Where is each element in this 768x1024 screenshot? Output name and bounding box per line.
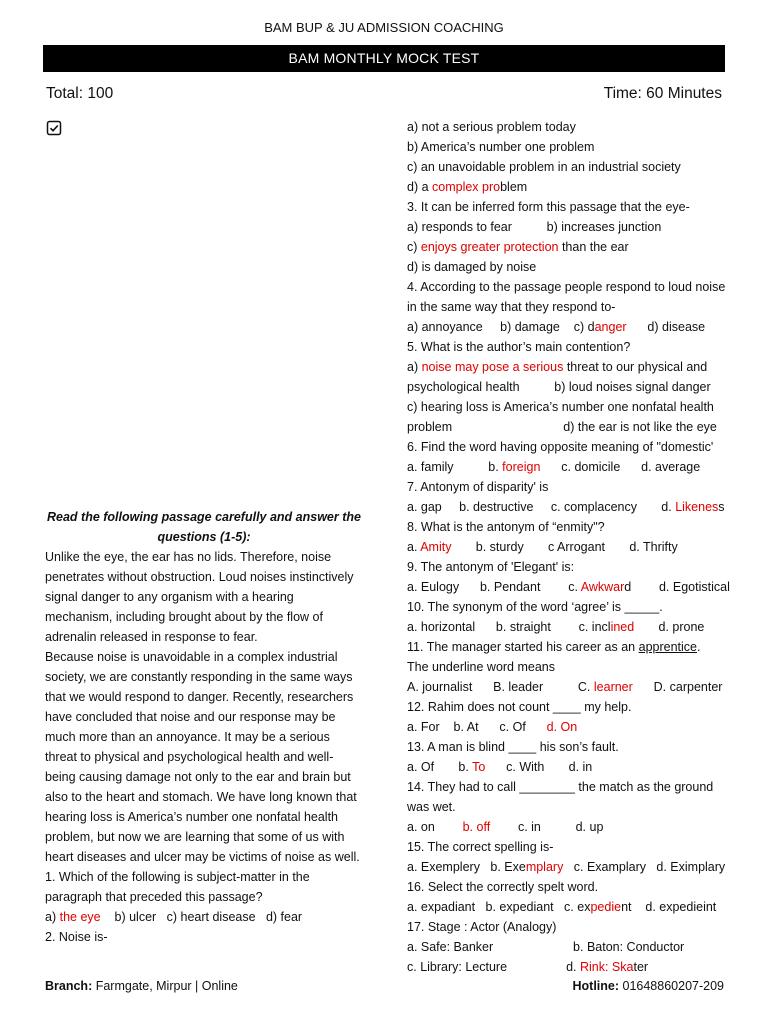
q2-option-d: d) a complex problem — [407, 180, 528, 194]
org-title: BAM BUP & JU ADMISSION COACHING — [264, 20, 504, 35]
q2-option-c: c) an unavoidable problem in an industrial society — [407, 160, 681, 174]
q14-options: a. on b. off c. in d. up — [407, 820, 604, 834]
passage-paragraph-2: Because noise is unavoidable in a complex industrial society, we are constantly responding in the same ways that we would respond to danger. Recently, researchers have concluded that noise and our response may be much more than an annoyance. It may be a serious threat to physical and psychological health and well-being causing damage not only to the ear and brain but also to the heart and stomach. We have long known that hearing loss is America’s number one nonfatal health problem, but now we are learning that some of us with heart diseases and ulcer may be victims of noise as well. — [45, 650, 360, 864]
question-4: 4. According to the passage people respond to loud noise in the same way that they respond to- — [407, 280, 726, 314]
underlined-word: apprentice — [638, 640, 697, 654]
question-9: 9. The antonym of 'Elegant' is: — [407, 560, 575, 574]
question-15: 15. The correct spelling is- — [407, 840, 554, 854]
questions-column — [407, 117, 730, 977]
passage-paragraph-1: Unlike the eye, the ear has no lids. Therefore, noise penetrates without obstruction. Loud noises instinctively signal danger to any organism with a hearing mechanism, including brought about by the flow of adrenalin released in response to fear. — [45, 550, 354, 644]
q8-options: a. Amity b. sturdy c Arrogant d. Thrifty — [407, 540, 678, 554]
q4-options: a) annoyance b) damage c) danger d) disease — [407, 320, 706, 334]
q9-options: a. Eulogy b. Pendant c. Awkward d. Egotistical — [407, 580, 730, 594]
question-14: 14. They had to call ________ the match as the ground was wet. — [407, 780, 714, 814]
question-3: 3. It can be inferred form this passage that the eye- — [407, 200, 690, 214]
q6-options: a. family b. foreign c. domicile d. average — [407, 460, 701, 474]
question-8: 8. What is the antonym of “enmity"? — [407, 520, 605, 534]
q2-option-b: b) America’s number one problem — [407, 140, 595, 154]
question-13: 13. A man is blind ____ his son’s fault. — [407, 740, 619, 754]
q12-options: a. For b. At c. Of d. On — [407, 720, 578, 734]
q17-options-ab: a. Safe: Banker b. Baton: Conductor — [407, 940, 685, 954]
q13-options: a. Of b. To c. With d. in — [407, 760, 593, 774]
question-11: 11. The manager started his career as an apprentice. — [407, 640, 701, 654]
time-limit: Time: 60 Minutes — [603, 85, 722, 102]
question-1-options: a) the eye b) ulcer c) heart disease d) fear — [45, 910, 303, 924]
q3-option-d: d) is damaged by noise — [407, 260, 537, 274]
q15-options: a. Exemplery b. Exemplary c. Examplary d. Eximplary — [407, 860, 726, 874]
footer-branch: Branch: Farmgate, Mirpur | Online — [45, 979, 238, 993]
q16-options: a. expadiant b. expediant c. expedient d. expedieint — [407, 900, 717, 914]
q5-option-a: a) noise may pose a serious threat to our physical and — [407, 360, 708, 374]
passage-column — [45, 507, 363, 947]
total-marks: Total: 100 — [46, 85, 114, 102]
q5-option-c: c) hearing loss is America’s number one nonfatal health — [407, 400, 714, 414]
question-17: 17. Stage : Actor (Analogy) — [407, 920, 557, 934]
q5-option-c-line2: problem d) the ear is not like the eye — [407, 420, 717, 434]
test-banner: BAM MONTHLY MOCK TEST — [43, 45, 725, 72]
q11-options: A. journalist B. leader C. learner D. carpenter — [407, 680, 723, 694]
question-5: 5. What is the author’s main contention? — [407, 340, 631, 354]
question-16: 16. Select the correctly spelt word. — [407, 880, 599, 894]
passage-heading: Read the following passage carefully and answer the questions (1-5): — [47, 510, 361, 544]
question-1: 1. Which of the following is subject-matter in the paragraph that preceded this passage? — [45, 870, 310, 904]
q2-option-a: a) not a serious problem today — [407, 120, 576, 134]
footer-hotline: Hotline: 01648860207-209 — [572, 979, 724, 993]
question-2: 2. Noise is- — [45, 930, 108, 944]
q10-options: a. horizontal b. straight c. inclined d. prone — [407, 620, 705, 634]
question-12: 12. Rahim does not count ____ my help. — [407, 700, 632, 714]
question-10: 10. The synonym of the word ‘agree’ is _____. — [407, 600, 663, 614]
q3-options-ab: a) responds to fear b) increases junction — [407, 220, 662, 234]
q3-option-c: c) enjoys greater protection than the ear — [407, 240, 629, 254]
q7-options: a. gap b. destructive c. complacency d. Likeness — [407, 500, 725, 514]
q17-options-cd: c. Library: Lecture d. Rink: Skater — [407, 960, 649, 974]
q5-option-a-line2: psychological health b) loud noises signal danger — [407, 380, 711, 394]
question-6: 6. Find the word having opposite meaning of "domestic' — [407, 440, 714, 454]
question-7: 7. Antonym of disparity' is — [407, 480, 549, 494]
answer-highlight: the eye — [59, 910, 101, 924]
checkbox-checked-icon[interactable] — [46, 120, 62, 136]
question-11-line2: The underline word means — [407, 660, 555, 674]
